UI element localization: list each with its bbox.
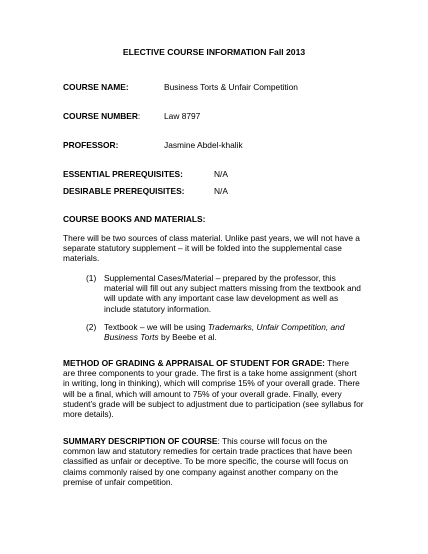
books-intro-line: materials. [63, 253, 100, 264]
summary-line: premise of unfair competition. [63, 476, 173, 487]
course-number-label-group [63, 111, 140, 121]
summary-section [63, 436, 366, 487]
books-item-2 [104, 322, 369, 342]
summary-heading-colon: : [217, 436, 220, 446]
desirable-prereq-label: DESIRABLE PREREQUISITES: [63, 186, 185, 196]
books-heading: COURSE BOOKS AND MATERIALS: [63, 214, 206, 224]
summary-first-line [63, 436, 366, 446]
summary-line: common law and statutory remedies for certain trade practices that have been [63, 446, 353, 457]
item-line: material will fill out any subject matters missing from the textbook and [104, 283, 361, 294]
summary-line: claims commonly raised by one company against another company on the [63, 466, 339, 477]
document-title: ELECTIVE COURSE INFORMATION Fall 2013 [122, 47, 306, 57]
item-line: include statutory information. [104, 303, 212, 314]
grading-line: will be a final, which will amount to 75% of your overall grade. Finally, every [63, 388, 342, 399]
summary-heading: SUMMARY DESCRIPTION OF COURSE [63, 436, 218, 446]
grading-line: student’s grade will be subject to adjustment due to participation (see syllabus for [63, 398, 364, 409]
course-name-value: Business Torts & Unfair Competition [164, 82, 298, 92]
course-number-label: COURSE NUMBER [63, 111, 138, 121]
textbook-authors: by Beebe et al. [158, 332, 217, 343]
grading-section [63, 358, 366, 419]
books-item-1 [104, 273, 365, 314]
summary-first-line-rest: This course will focus on the [219, 436, 328, 446]
grading-first-line [63, 358, 366, 368]
textbook-title-part1: Trademarks, Unfair Competition, and [207, 322, 345, 332]
course-number-value: Law 8797 [164, 111, 201, 121]
item-line: will update with any important case law development as well as [104, 293, 339, 304]
grading-heading: METHOD OF GRADING & APPRAISAL OF STUDENT FOR GRADE: [63, 358, 325, 368]
summary-line: classified as unfair or deceptive. To be more specific, the course will focus on [63, 456, 349, 467]
item-line: Supplemental Cases/Material – prepared by the professor, this [104, 273, 336, 283]
item-number: (1) [86, 273, 97, 283]
grading-first-line-rest: There [324, 358, 350, 368]
textbook-intro: Textbook – we will be using [104, 322, 208, 332]
course-name-label: COURSE NAME: [63, 82, 129, 92]
course-number-colon: : [137, 111, 141, 121]
item-number: (2) [86, 322, 97, 332]
item-line [104, 322, 369, 332]
desirable-prereq-value: N/A [214, 186, 228, 196]
grading-line: are three components to your grade. The first is a take home assignment (short [63, 368, 357, 379]
professor-label: PROFESSOR: [63, 140, 119, 150]
essential-prereq-value: N/A [214, 169, 228, 179]
grading-line: in writing, long in thinking), which will comprise 15% of your overall grade. There [63, 378, 360, 389]
books-intro [63, 233, 360, 264]
grading-line: more details). [63, 409, 114, 420]
books-intro-line: separate statutory supplement – it will be folded into the supplemental case [63, 243, 342, 254]
item-line [104, 332, 369, 342]
essential-prereq-label: ESSENTIAL PREREQUISITES: [63, 169, 183, 179]
professor-value: Jasmine Abdel-khalik [164, 140, 243, 150]
books-intro-line: There will be two sources of class material. Unlike past years, we will not have a [63, 233, 360, 243]
textbook-title-part2: Business Torts [104, 332, 159, 343]
